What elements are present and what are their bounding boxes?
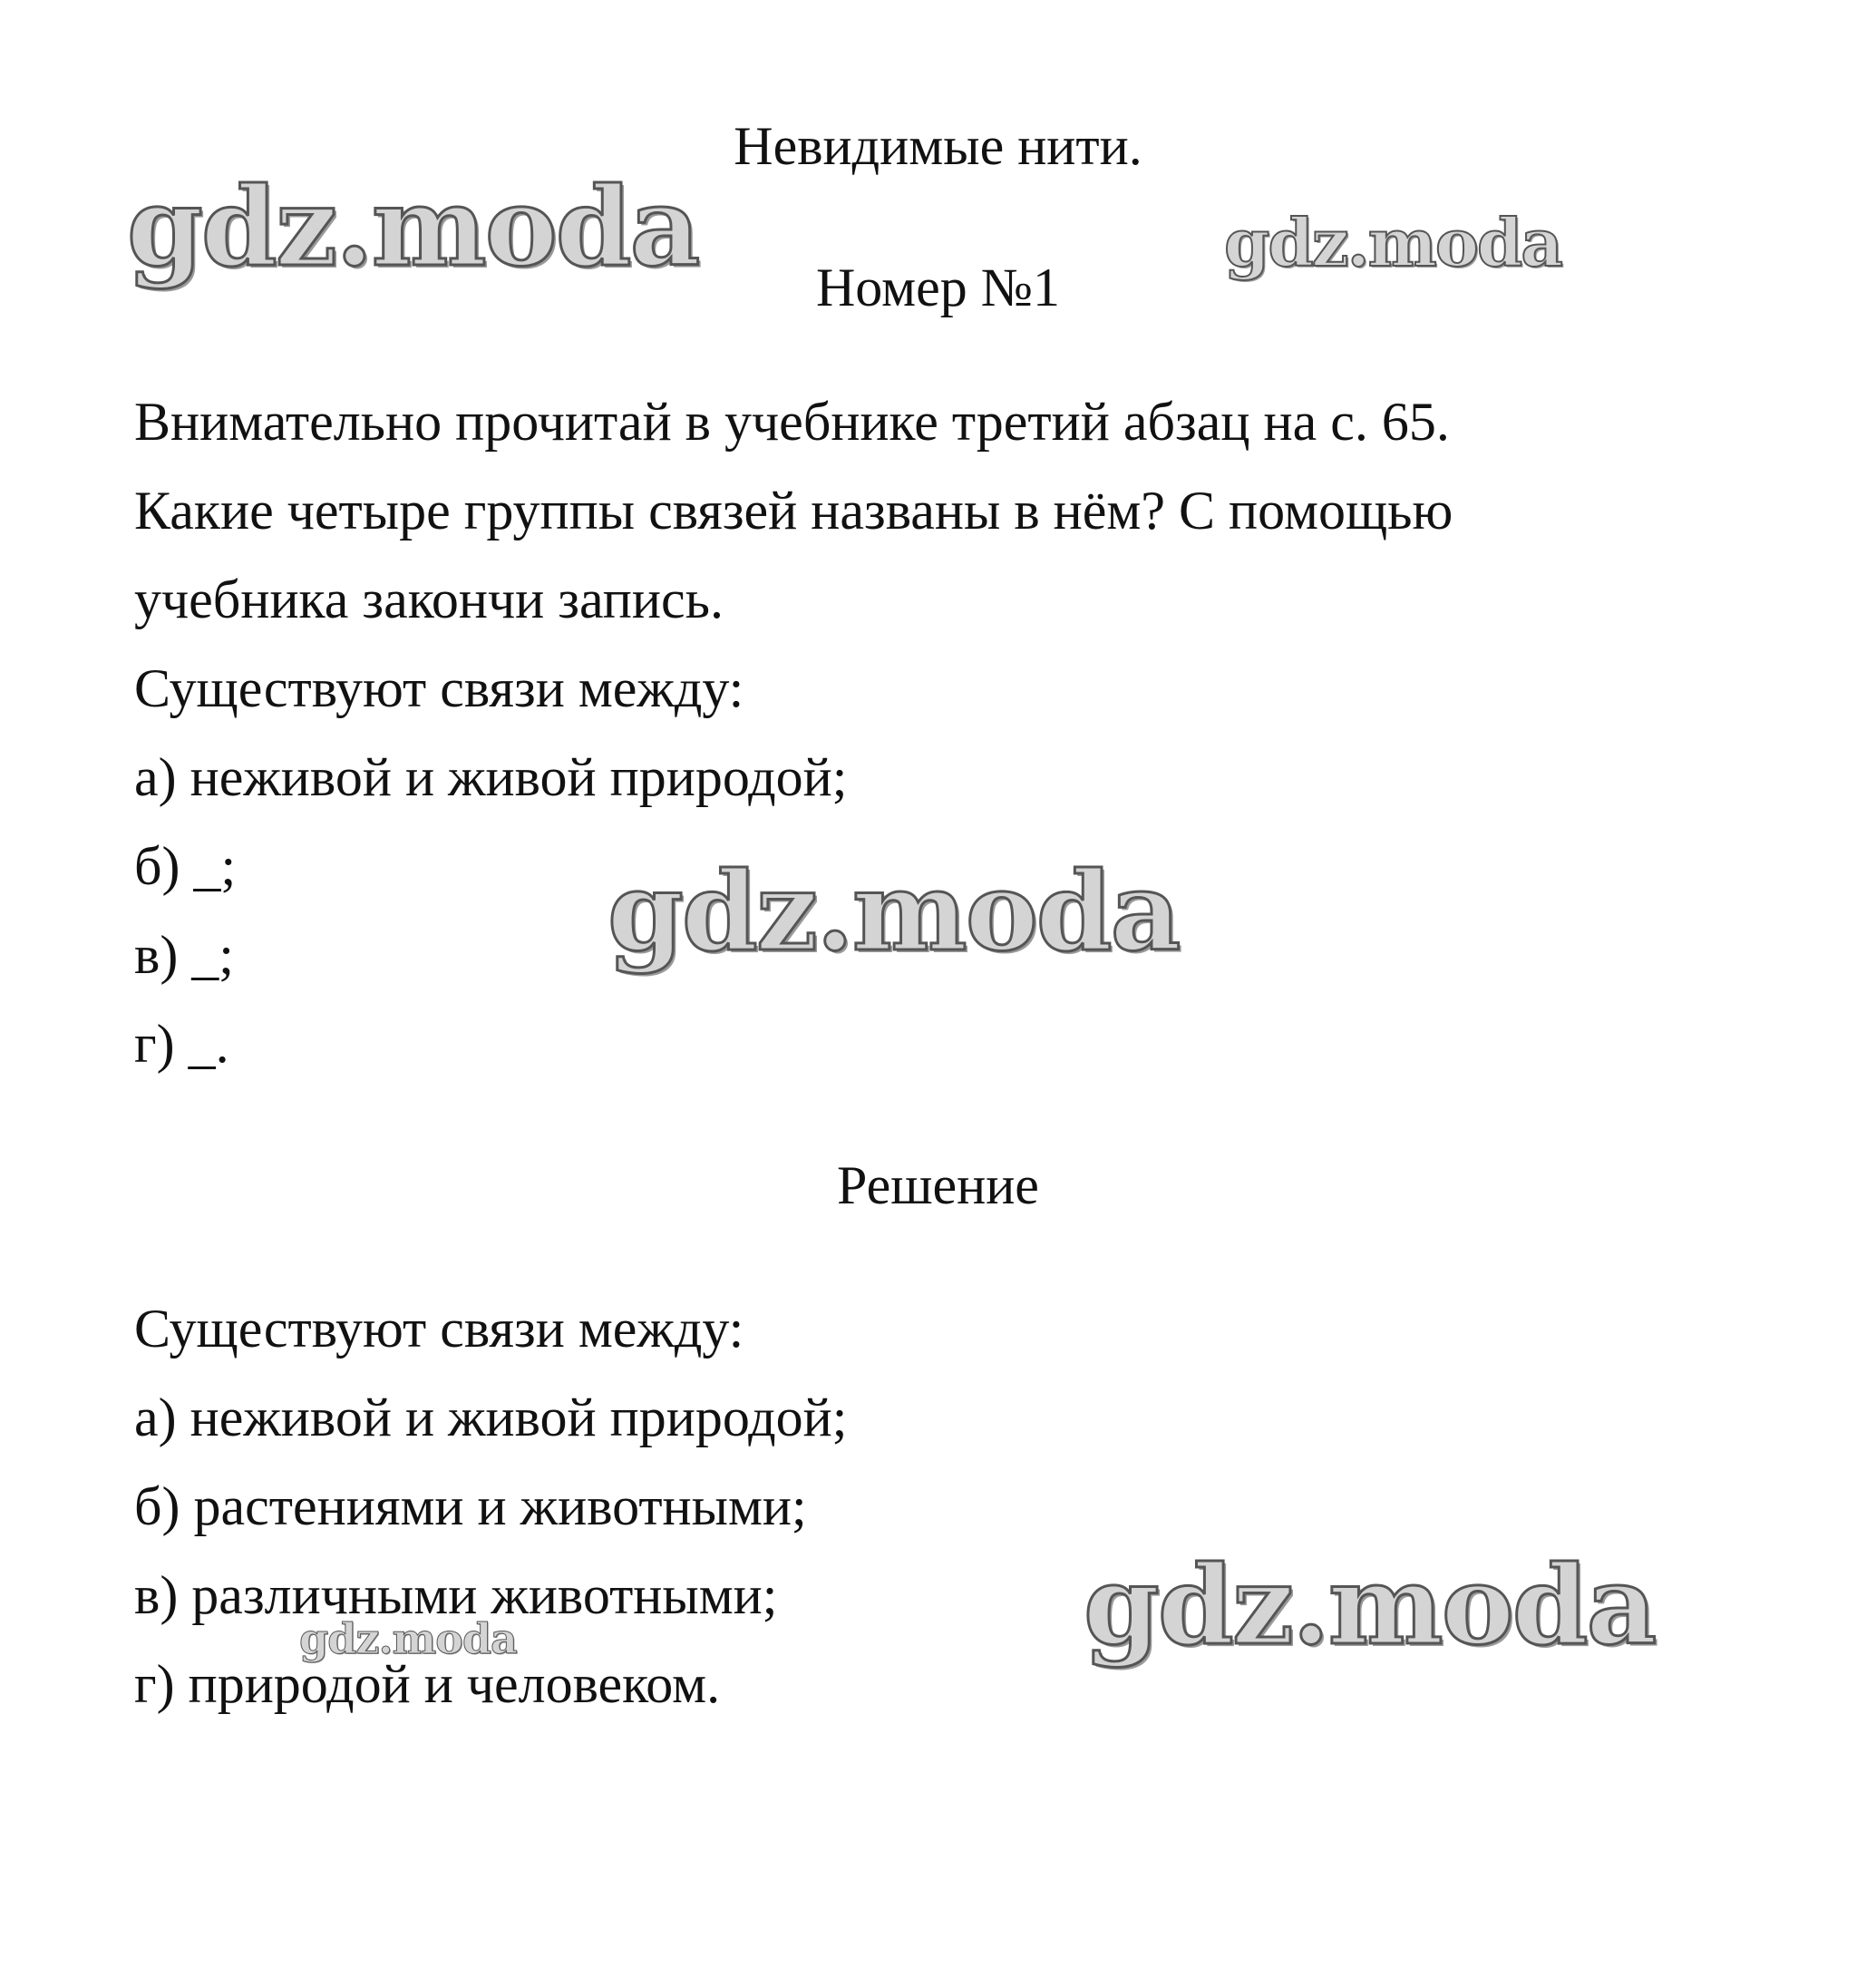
- task-item: г) _.: [134, 1014, 229, 1074]
- solution-item: а) неживой и живой природой;: [134, 1388, 848, 1447]
- solution-item: б) растениями и животными;: [134, 1476, 807, 1536]
- task-item: б) _;: [134, 836, 237, 896]
- task-lead: Существуют связи между:: [134, 658, 744, 718]
- task-number: Номер №1: [815, 258, 1061, 317]
- watermark-logo: gdz.moda: [299, 1614, 517, 1663]
- solution-heading: Решение: [837, 1155, 1039, 1215]
- solution-lead: Существуют связи между:: [134, 1299, 744, 1359]
- watermark-logo: gdz.moda: [608, 848, 1180, 976]
- watermark-logo: gdz.moda: [127, 163, 699, 291]
- task-item: а) неживой и живой природой;: [134, 747, 848, 807]
- solution-item: в) различными животными;: [134, 1565, 778, 1625]
- page-title: Невидимые нити.: [734, 116, 1142, 176]
- solution-item: г) природой и человеком.: [134, 1654, 721, 1714]
- task-text-line: Внимательно прочитай в учебнике третий абзац на с. 65.: [134, 392, 1450, 452]
- task-text-line: учебника закончи запись.: [134, 570, 724, 629]
- task-item: в) _;: [134, 925, 234, 985]
- watermark-logo: gdz.moda: [1224, 204, 1561, 281]
- task-text-line: Какие четыре группы связей названы в нём? С помощью: [134, 481, 1453, 541]
- watermark-logo: gdz.moda: [1084, 1542, 1656, 1670]
